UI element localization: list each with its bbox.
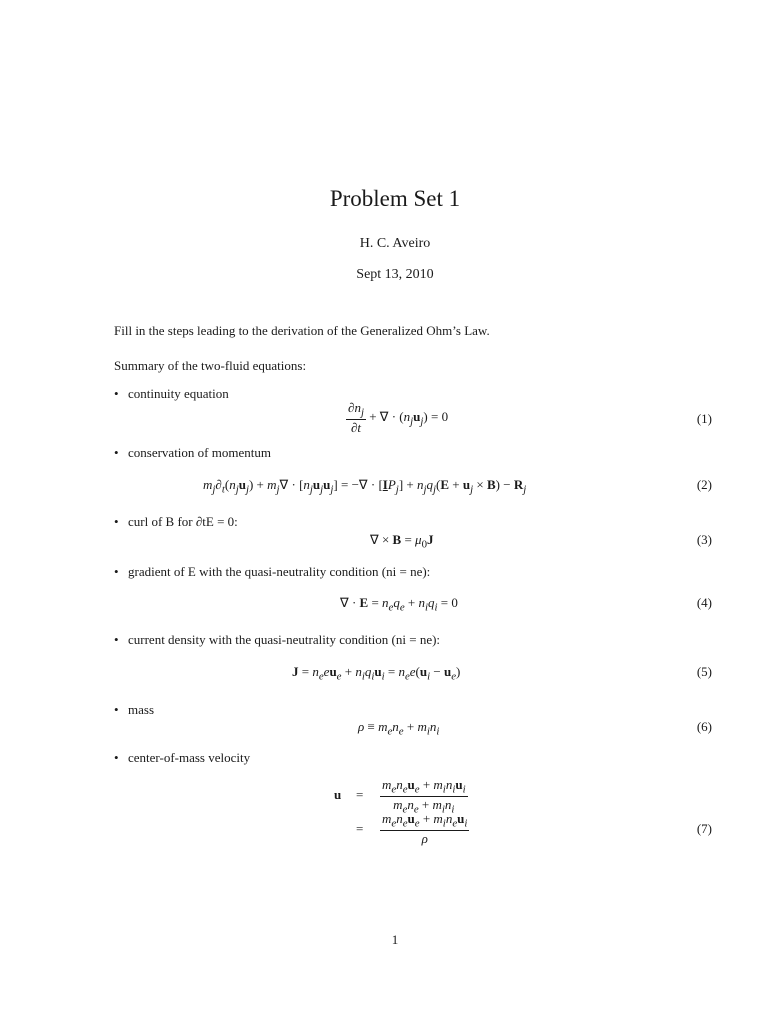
bullet-current-density xyxy=(114,632,440,648)
author: H. C. Aveiro xyxy=(359,236,431,251)
equation-7-line2: $\frac{m_en_eu_e + m_in_eu_i}{\rho}$ xyxy=(382,811,468,846)
equation-3: ∇ × $B = \mu_0J$ xyxy=(370,532,434,551)
bullet-continuity xyxy=(114,386,229,402)
equation-number: (6) xyxy=(696,719,712,734)
bullet-label: curl of B for ∂tE = 0: xyxy=(128,514,238,529)
equation-7-line1: $\frac{m_en_eu_e + m_in_iu_i}{m_en_e + m_in_i}$ xyxy=(382,777,466,816)
bullet-label: conservation of momentum xyxy=(128,445,271,460)
bullet-label: continuity equation xyxy=(128,386,229,401)
bullet-dot: • xyxy=(114,386,119,401)
bullet-curl-b xyxy=(114,514,238,530)
bullet-dot: • xyxy=(114,445,119,460)
bullet-label: gradient of E with the quasi-neutrality condition (ni = ne): xyxy=(128,564,431,579)
bullet-label: mass xyxy=(128,702,154,717)
bullet-label: current density with the quasi-neutrality condition (ni = ne): xyxy=(128,632,441,647)
bullet-dot: • xyxy=(114,564,119,579)
equation-number: (2) xyxy=(696,477,712,492)
equation-2: $m_j\partial_t(n_ju_j) + m_j\nabla \cdot [n_ju_ju_j]$ = −∇ · $[IP_j] + n_jq_j(E + u_j \times B) - R_j$ xyxy=(203,477,527,496)
equation-7-eq2: = xyxy=(356,821,364,836)
equation-7-eq1: = xyxy=(356,787,364,802)
equation-number: (7) xyxy=(696,821,712,836)
intro-paragraph: Fill in the steps leading to the derivation of the Generalized Ohm’s Law. xyxy=(114,323,490,338)
equation-7-lhs: u xyxy=(334,787,342,802)
bullet-label: center-of-mass velocity xyxy=(128,750,251,765)
equation-number: (3) xyxy=(696,532,712,547)
equation-number: (1) xyxy=(696,411,712,426)
equation-6: $\rho \equiv m_en_e + m_in_i$ xyxy=(358,719,440,738)
bullet-gradient-e xyxy=(114,564,430,580)
page-number: 1 xyxy=(391,932,399,947)
summary-heading: Summary of the two-fluid equations: xyxy=(114,358,307,373)
bullet-dot: • xyxy=(114,750,119,765)
page-title: Problem Set 1 xyxy=(329,186,461,211)
equation-5: $J = n_eeu_e + n_iq_iu_i = n_ee(u_i - u_e)$ xyxy=(292,664,461,683)
bullet-momentum xyxy=(114,445,271,461)
equation-1: $\frac{\partial n_j}{\partial t}$ + ∇ · $(n_ju_j) = 0$ xyxy=(348,400,449,435)
equation-4: ∇ · $E = n_eq_e + n_iq_i = 0$ xyxy=(340,595,458,614)
bullet-mass xyxy=(114,702,154,718)
equation-number: (5) xyxy=(696,664,712,679)
equation-number: (4) xyxy=(696,595,712,610)
bullet-dot: • xyxy=(114,514,119,529)
bullet-com-velocity xyxy=(114,750,250,766)
bullet-dot: • xyxy=(114,632,119,647)
bullet-dot: • xyxy=(114,702,119,717)
date: Sept 13, 2010 xyxy=(356,267,434,282)
